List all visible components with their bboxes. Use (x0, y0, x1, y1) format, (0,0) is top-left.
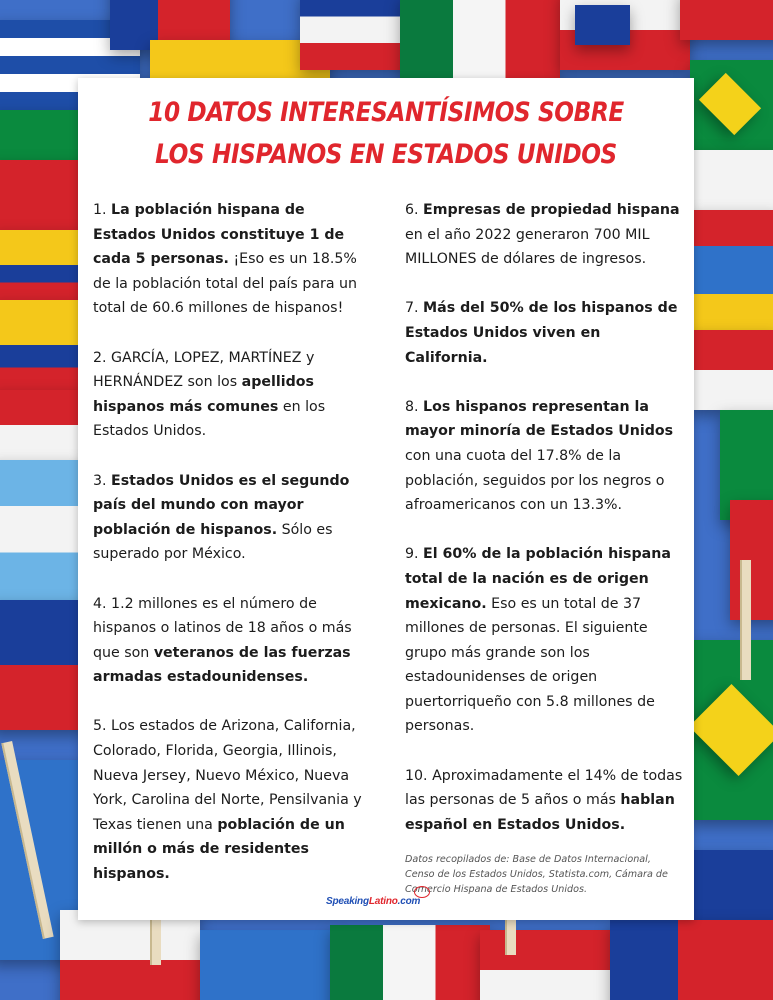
fact-text: en los Estados Unidos. (93, 398, 326, 440)
fact-item-4 (93, 592, 369, 690)
flag-decoration (60, 910, 200, 1000)
fact-text: Aproximadamente el 14% de todas las personas de 5 años o más (405, 767, 683, 809)
facts-column-right (405, 198, 683, 897)
fact-highlight: La población hispana de Estados Unidos constituye 1 de cada 5 personas. (93, 202, 345, 268)
flag-decoration (730, 500, 773, 620)
source-note: Datos recopilados de: Base de Datos Internacional, Censo de los Estados Unidos, Statista.com, Cámara de Comercio Hispana de Estados Unidos. (405, 854, 668, 896)
page-title (121, 92, 651, 176)
fact-text: Sólo es superado por México. (93, 521, 333, 563)
speech-bubble-icon (414, 886, 430, 898)
fact-text: 1.2 millones es el número de hispanos o latinos de 18 años o más que son (93, 595, 352, 661)
fact-highlight: hablan español en Estados Unidos. (405, 792, 675, 833)
fact-item-10 (405, 764, 683, 838)
fact-number: 9. (405, 546, 424, 563)
logo-speaking: Speaking (326, 896, 369, 907)
flag-decoration (575, 5, 630, 45)
fact-highlight: Estados Unidos es el segundo país del mundo con mayor población de hispanos. (93, 472, 350, 538)
fact-item-6 (405, 198, 683, 272)
fact-number: 8. (405, 398, 424, 415)
flag-decoration (200, 930, 340, 1000)
fact-item-5 (93, 714, 369, 886)
flag-decoration (0, 390, 85, 460)
fact-highlight: población de un millón o más de residentes hispanos. (93, 816, 345, 883)
title-line-1: 10 DATOS INTERESANTÍSIMOS SOBRE (148, 97, 624, 128)
fact-number: 10. (405, 767, 433, 784)
flag-decoration (0, 300, 85, 390)
fact-highlight: veteranos de las fuerzas armadas estadounidenses. (93, 644, 351, 686)
flag-decoration (610, 920, 773, 1000)
fact-text: con una cuota del 17.8% de la población, seguidos por los negros o afroamericanos con un 13.3%. (405, 447, 665, 514)
fact-highlight: Más del 50% de los hispanos de Estados Unidos viven en California. (405, 300, 678, 366)
fact-text: en el año 2022 generaron 700 MIL MILLONES de dólares de ingresos. (405, 226, 650, 268)
fact-item-8 (405, 395, 683, 518)
fact-item-9 (405, 542, 683, 739)
flag-decoration (690, 330, 773, 410)
fact-highlight: El 60% de la población hispana total de la nación es de origen mexicano. (405, 546, 671, 612)
fact-number: 4. (93, 595, 112, 612)
flag-decoration (680, 0, 773, 40)
fact-highlight: Empresas de propiedad hispana (423, 202, 680, 218)
flag-decoration (0, 160, 85, 230)
flag-decoration (690, 150, 773, 210)
fact-item-2 (93, 346, 369, 444)
flag-stick (740, 560, 751, 680)
speakinglatino-logo (326, 886, 430, 907)
fact-item-3 (93, 469, 369, 567)
facts-column-left (93, 198, 369, 911)
flag-decoration (690, 210, 773, 330)
content-card (78, 78, 694, 920)
fact-number: 7. (405, 300, 424, 317)
logo-latino: Latino (368, 896, 398, 907)
fact-number: 1. (93, 202, 112, 218)
fact-highlight: Los hispanos representan la mayor minoría de Estados Unidos (405, 398, 674, 440)
fact-number: 3. (93, 472, 112, 489)
logo-dotcom: .com (397, 896, 421, 907)
fact-number: 5. (93, 718, 112, 735)
fact-highlight: apellidos hispanos más comunes (93, 374, 314, 415)
fact-number: 2. (93, 349, 112, 366)
fact-item-1 (93, 198, 369, 321)
fact-number: 6. (405, 202, 424, 218)
flag-decoration (690, 850, 773, 930)
fact-item-7 (405, 296, 683, 370)
flag-decoration (480, 930, 620, 1000)
fact-text: GARCÍA, LOPEZ, MARTÍNEZ y HERNÁNDEZ son los (93, 349, 315, 391)
flag-decoration (300, 0, 410, 70)
flag-decoration (0, 600, 85, 730)
fact-text: ¡Eso es un 18.5% de la población total del país para un total de 60.6 millones de hispanos! (93, 251, 358, 317)
flag-decoration (400, 0, 560, 80)
flag-decoration (0, 460, 85, 600)
flag-decoration (330, 925, 490, 1000)
flag-decoration (0, 230, 85, 300)
fact-text: Eso es un total de 37 millones de personas. El siguiente grupo más grande son los estadounidenses de origen puertorriqueño con 5.8 millones de personas. (405, 595, 655, 735)
fact-text: Los estados de Arizona, California, Colorado, Florida, Georgia, Illinois, Nueva Jersey, Nuevo México, Nueva York, Carolina del Norte, Pensilvania y Texas tienen una (93, 718, 362, 833)
title-line-2: LOS HISPANOS EN ESTADOS UNIDOS (155, 139, 617, 170)
